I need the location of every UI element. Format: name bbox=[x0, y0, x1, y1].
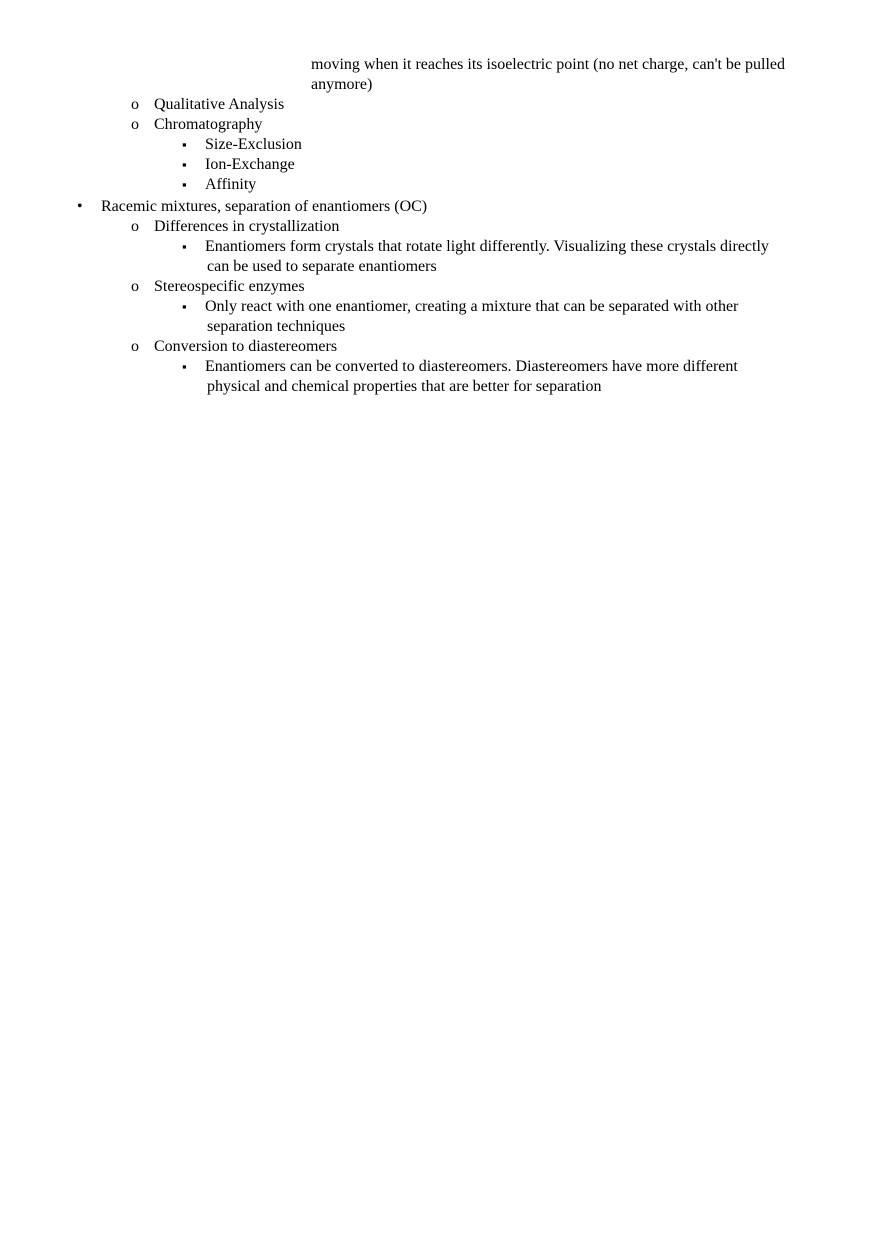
level3-bullet: ▪ bbox=[182, 157, 187, 172]
level2-bullet: o bbox=[131, 218, 139, 235]
list-item-chromatography: Chromatography bbox=[154, 116, 263, 133]
level1-bullet: • bbox=[77, 198, 83, 215]
level3-bullet: ▪ bbox=[182, 299, 187, 314]
list-item-affinity: Affinity bbox=[205, 176, 257, 193]
level3-bullet: ▪ bbox=[182, 177, 187, 192]
level2-bullet: o bbox=[131, 116, 139, 133]
level2-bullet: o bbox=[131, 338, 139, 355]
level2-bullet: o bbox=[131, 278, 139, 295]
list-item-stereospecific-detail-line-2: separation techniques bbox=[207, 318, 346, 335]
list-item-crystallization: Differences in crystallization bbox=[154, 218, 340, 235]
level3-bullet: ▪ bbox=[182, 239, 187, 254]
list-item-crystallization-detail-line-2: can be used to separate enantiomers bbox=[207, 258, 437, 275]
level3-bullet: ▪ bbox=[182, 137, 187, 152]
level2-bullet: o bbox=[131, 96, 139, 113]
continuation-line-2: anymore) bbox=[311, 76, 373, 93]
list-item-stereospecific-enzymes: Stereospecific enzymes bbox=[154, 278, 305, 295]
list-item-stereospecific-detail-line-1: Only react with one enantiomer, creating a mixture that can be separated with other bbox=[205, 298, 739, 315]
list-item-qualitative-analysis: Qualitative Analysis bbox=[154, 96, 285, 113]
list-item-racemic-mixtures: Racemic mixtures, separation of enantiomers (OC) bbox=[101, 198, 428, 215]
list-item-size-exclusion: Size-Exclusion bbox=[205, 136, 302, 153]
list-item-conversion-detail-line-1: Enantiomers can be converted to diastereomers. Diastereomers have more different bbox=[205, 358, 738, 375]
list-item-crystallization-detail-line-1: Enantiomers form crystals that rotate light differently. Visualizing these crystals directly bbox=[205, 238, 769, 255]
continuation-line-1: moving when it reaches its isoelectric point (no net charge, can't be pulled bbox=[311, 56, 785, 73]
list-item-ion-exchange: Ion-Exchange bbox=[205, 156, 295, 173]
list-item-conversion-detail-line-2: physical and chemical properties that are better for separation bbox=[207, 378, 602, 395]
level3-bullet: ▪ bbox=[182, 359, 187, 374]
list-item-conversion-to-diastereomers: Conversion to diastereomers bbox=[154, 338, 338, 355]
